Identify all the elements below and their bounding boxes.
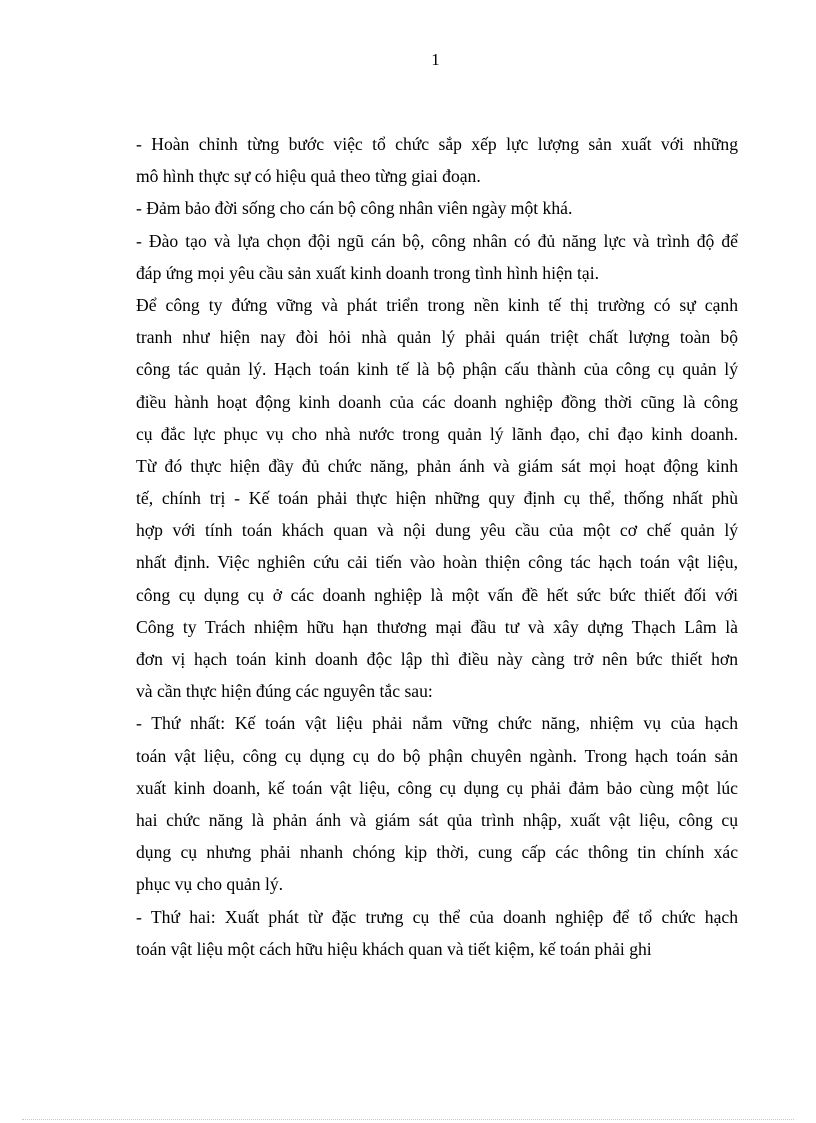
text-line: Công ty Trách nhiệm hữu hạn thương mại đầu tư và xây dựng Thạch Lâm là (136, 616, 738, 637)
text-line: đáp ứng mọi yêu cầu sản xuất kinh doanh trong tình hình hiện tại. (136, 262, 599, 283)
document-body (136, 128, 738, 965)
page-bottom-divider (22, 1119, 794, 1120)
text-line: - Đảm bảo đời sống cho cán bộ công nhân viên ngày một khá. (136, 198, 573, 219)
text-line: công cụ dụng cụ ở các doanh nghiệp là một vấn đề hết sức bức thiết đối với (136, 584, 738, 605)
text-line: hợp với tính toán khách quan và nội dung yêu cầu của một cơ chế quản lý (136, 520, 738, 541)
text-line: - Thứ hai: Xuất phát từ đặc trưng cụ thể của doanh nghiệp để tổ chức hạch (136, 906, 738, 927)
text-line: dụng cụ nhưng phải nhanh chóng kịp thời, cung cấp các thông tin chính xác (136, 842, 738, 863)
text-line: hai chức năng là phản ánh và giám sát qủa trình nhập, xuất vật liệu, công cụ (136, 809, 738, 830)
text-line: công tác quản lý. Hạch toán kinh tế là bộ phận cấu thành của công cụ quản lý (136, 359, 738, 380)
text-line: phục vụ cho quản lý. (136, 874, 284, 895)
text-line: - Hoàn chỉnh từng bước việc tổ chức sắp xếp lực lượng sản xuất với những (136, 134, 738, 154)
text-line: và cần thực hiện đúng các nguyên tắc sau: (136, 681, 433, 702)
text-line: đơn vị hạch toán kinh doanh độc lập thì điều này càng trở nên bức thiết hơn (136, 649, 738, 669)
text-line: mô hình thực sự có hiệu quả theo từng giai đoạn. (136, 166, 481, 187)
text-line: - Đào tạo và lựa chọn đội ngũ cán bộ, công nhân có đủ năng lực và trình độ để (136, 230, 738, 251)
text-line: toán vật liệu một cách hữu hiệu khách quan và tiết kiệm, kế toán phải ghi (136, 938, 652, 959)
text-line: xuất kinh doanh, kế toán vật liệu, công cụ dụng cụ phải đảm bảo cùng một lúc (136, 777, 738, 798)
text-line: Để công ty đứng vững và phát triển trong nền kinh tế thị trường có sự cạnh (136, 294, 738, 315)
text-line: Từ đó thực hiện đầy đủ chức năng, phản ánh và giám sát mọi hoạt động kinh (136, 455, 738, 476)
page-number: 1 (431, 50, 440, 69)
text-line: cụ đắc lực phục vụ cho nhà nước trong quản lý lãnh đạo, chỉ đạo kinh doanh. (136, 423, 738, 444)
text-line: nhất định. Việc nghiên cứu cải tiến vào hoàn thiện công tác hạch toán vật liệu, (136, 552, 738, 573)
text-line: toán vật liệu, công cụ dụng cụ do bộ phận chuyên ngành. Trong hạch toán sản (136, 745, 738, 766)
text-line: tế, chính trị - Kế toán phải thực hiện những quy định cụ thể, thống nhất phù (136, 488, 738, 509)
text-line: - Thứ nhất: Kế toán vật liệu phải nắm vững chức năng, nhiệm vụ của hạch (136, 713, 738, 734)
text-line: điều hành hoạt động kinh doanh của các doanh nghiệp đồng thời cũng là công (136, 391, 738, 412)
text-line: tranh như hiện nay đòi hỏi nhà quản lý phải quán triệt chất lượng toàn bộ (136, 327, 738, 348)
